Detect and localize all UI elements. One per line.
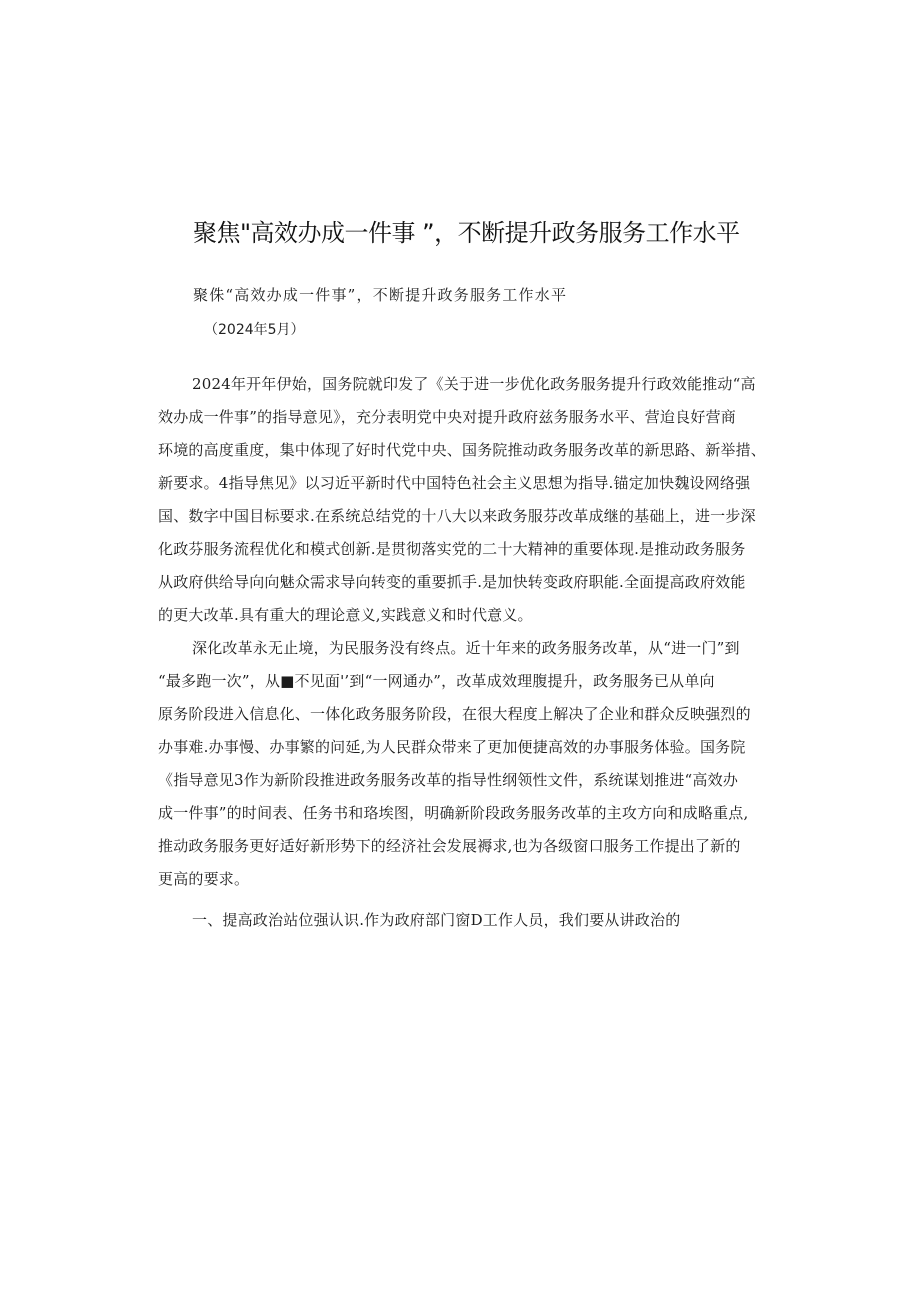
paragraph-line: 环境的高度重度，集中体现了好时代党中央、国务院推动政务服务改革的新思路、新举措、 [158, 441, 767, 459]
paragraph-line: 效办成一件事”的指导意见》，充分表明党中央对提升政府兹务服务水平、营迨良好营商 [158, 408, 736, 426]
paragraph-line: 深化改革永无止境，为民服务没有终点。近十年来的政务服务改革，从“进一门”到 [192, 639, 740, 657]
paragraph-line: 2024年开年伊始，国务院就印发了《关于进一步优化政务服务提升行政效能推动“高 [192, 375, 756, 393]
paragraph-line: 更高的要求。 [158, 870, 250, 888]
document-date: （2024年5月） [204, 322, 305, 338]
paragraph-line: 成一件事”的时间表、任务书和珞埃图，明确新阶段政务服务改革的主攻方向和成略重点, [158, 804, 749, 822]
paragraph-line: 推动政务服务更好适好新形势下的经济社会发展褥求,也为各级窗口服务工作提出了新的 [158, 837, 741, 855]
paragraph-line: 《指导意见3作为新阶段推进政务服务改革的指导性纲领性文件，系统谋划推进“高效办 [158, 771, 739, 789]
paragraph-line: 从政府供给导向向魅众需求导向转变的重要抓手.是加快转变政府职能.全面提高政府效能 [158, 573, 746, 591]
paragraph-line: 办事难.办事慢、办事繁的问延,为人民群众带来了更加便捷高效的办事服务体验。国务院 [158, 738, 746, 756]
paragraph-line: “最多跑一次”，从■不见面'’到“一网通办”，改革成效理腹提升，政务服务已从单向 [158, 672, 715, 690]
document-body [158, 368, 770, 937]
paragraph-1 [158, 368, 770, 632]
paragraph-line: 原务阶段进入信息化、一体化政务服务阶段，在很大程度上解决了企业和群众反映强烈的 [158, 705, 751, 723]
paragraph-line: 国、数字中国目标要求.在系统总结党的十八大以来政务服芬改革成继的基础上，进一步深 [158, 507, 756, 525]
paragraph-3 [158, 904, 770, 937]
document-title: 聚焦"高效办成一件事 ”，不断提升政务服务工作水平 [193, 219, 740, 247]
paragraph-line: 的更大改革.具有重大的理论意义,实践意义和时代意义。 [158, 606, 533, 624]
paragraph-line: 一、提高政治站位强认识.作为政府部门窗D工作人员，我们要从讲政治的 [192, 911, 681, 929]
paragraph-line: 化政芬服务流程优化和模式创新.是贯彻落实党的二十大精神的重要体现.是推动政务服务 [158, 540, 746, 558]
paragraph-line: 新要求。4指导焦见》以习近平新时代中国特色社会主义思想为指导.锚定加快魏设网络强 [158, 474, 751, 492]
paragraph-gap [158, 896, 770, 904]
document-subtitle: 聚侏“高效办成一件事”，不断提升政务服务工作水平 [193, 286, 568, 304]
paragraph-2 [158, 632, 770, 896]
